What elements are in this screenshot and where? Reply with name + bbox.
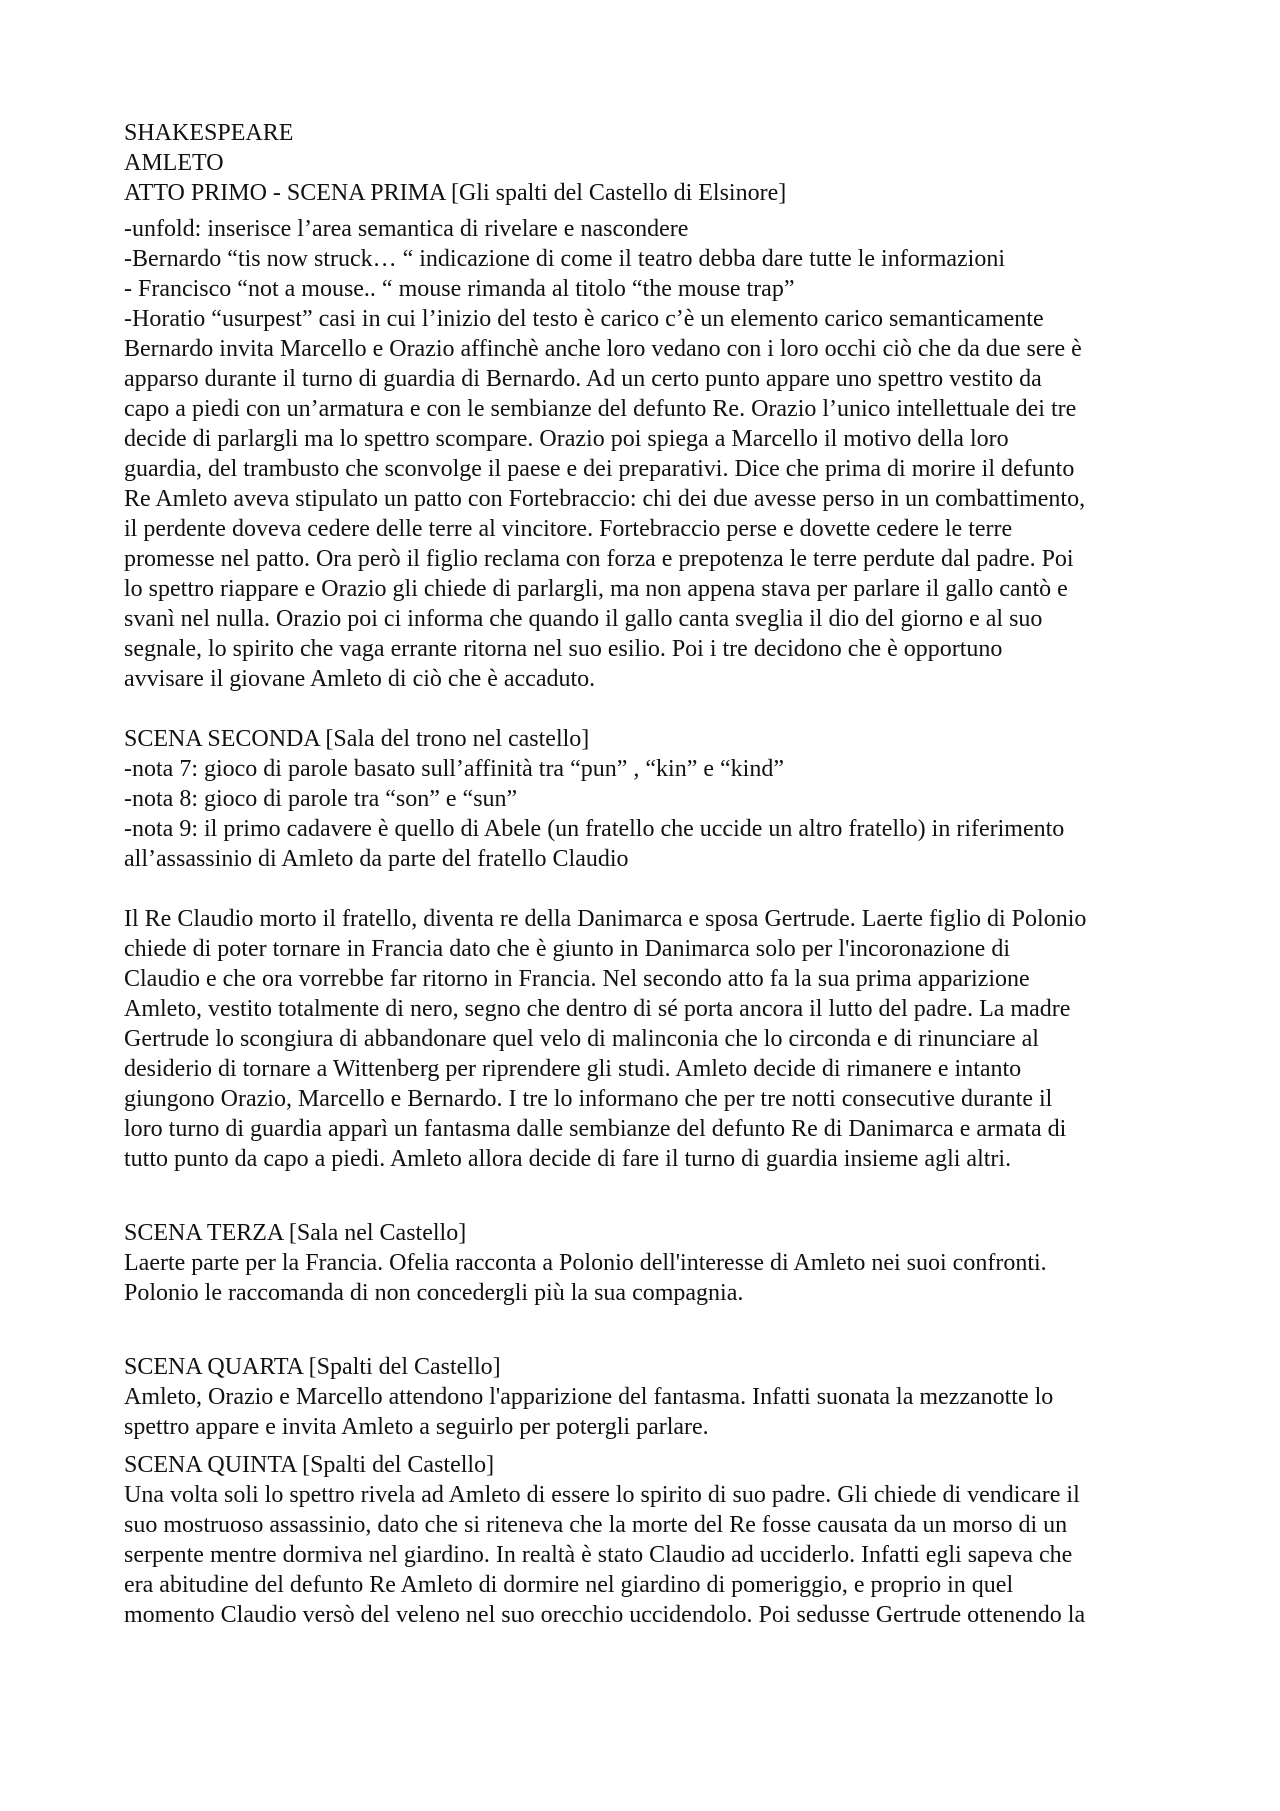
paragraph-line: tutto punto da capo a piedi. Amleto allora decide di fare il turno di guardia insieme agli altri.: [124, 1146, 1012, 1172]
scene1-summary: [124, 334, 1184, 694]
paragraph-line: lo spettro riappare e Orazio gli chiede di parlargli, ma non appena stava per parlare il gallo cantò e: [124, 576, 1068, 602]
paragraph-line: promesse nel patto. Ora però il figlio reclama con forza e prepotenza le terre perdute dal padre. Poi: [124, 546, 1074, 572]
scene3-heading: SCENA TERZA [Sala nel Castello]: [124, 1220, 467, 1246]
note-line: -nota 8: gioco di parole tra “son” e “sun”: [124, 786, 518, 812]
note-line: -nota 9: il primo cadavere è quello di Abele (un fratello che uccide un altro fratello) in riferimento: [124, 816, 1065, 842]
document-page: [124, 118, 1184, 1630]
paragraph-line: Una volta soli lo spettro rivela ad Amleto di essere lo spirito di suo padre. Gli chiede di vendicare il: [124, 1482, 1080, 1508]
paragraph-line: era abitudine del defunto Re Amleto di dormire nel giardino di pomeriggio, e proprio in quel: [124, 1572, 1014, 1598]
paragraph-line: giungono Orazio, Marcello e Bernardo. I tre lo informano che per tre notti consecutive durante il: [124, 1086, 1053, 1112]
paragraph-line: apparso durante il turno di guardia di Bernardo. Ad un certo punto appare uno spettro vestito da: [124, 366, 1042, 392]
paragraph-line: Polonio le raccomanda di non concedergli più la sua compagnia.: [124, 1280, 744, 1306]
paragraph-line: Bernardo invita Marcello e Orazio affinchè anche loro vedano con i loro occhi ciò che da due sere è: [124, 336, 1082, 362]
paragraph-line: Amleto, Orazio e Marcello attendono l'apparizione del fantasma. Infatti suonata la mezzanotte lo: [124, 1384, 1054, 1410]
paragraph-line: momento Claudio versò del veleno nel suo orecchio uccidendolo. Poi sedusse Gertrude ottenendo la: [124, 1602, 1086, 1628]
paragraph-line: avvisare il giovane Amleto di ciò che è accaduto.: [124, 666, 596, 692]
paragraph-line: loro turno di guardia apparì un fantasma dalle sembianze del defunto Re di Danimarca e armata di: [124, 1116, 1067, 1142]
paragraph-line: serpente mentre dormiva nel giardino. In realtà è stato Claudio ad ucciderlo. Infatti egli sapeva che: [124, 1542, 1073, 1568]
scene4-section: [124, 1352, 1184, 1442]
paragraph-line: capo a piedi con un’armatura e con le sembianze del defunto Re. Orazio l’unico intellettuale dei tre: [124, 396, 1077, 422]
paragraph-line: Gertrude lo scongiura di abbandonare quel velo di malinconia che lo circonda e di rinunciare al: [124, 1026, 1039, 1052]
paragraph-line: segnale, lo spirito che vaga errante ritorna nel suo esilio. Poi i tre decidono che è opportuno: [124, 636, 1003, 662]
paragraph-line: suo mostruoso assassinio, dato che si riteneva che la morte del Re fosse causata da un morso di un: [124, 1512, 1068, 1538]
note-line: all’assassinio di Amleto da parte del fratello Claudio: [124, 846, 629, 872]
paragraph-line: chiede di poter tornare in Francia dato che è giunto in Danimarca solo per l'incoronazione di: [124, 936, 1010, 962]
paragraph-line: guardia, del trambusto che sconvolge il paese e dei preparativi. Dice che prima di morire il defunto: [124, 456, 1075, 482]
paragraph-line: desiderio di tornare a Wittenberg per riprendere gli studi. Amleto decide di rimanere e intanto: [124, 1056, 1022, 1082]
paragraph-line: Re Amleto aveva stipulato un patto con Fortebraccio: chi dei due avesse perso in un combattimento,: [124, 486, 1086, 512]
scene1-notes: [124, 214, 1184, 334]
note-line: -Horatio “usurpest” casi in cui l’inizio del testo è carico c’è un elemento carico semanticamente: [124, 306, 1044, 332]
scene2-section: [124, 724, 1184, 874]
act-scene-heading: ATTO PRIMO - SCENA PRIMA [Gli spalti del Castello di Elsinore]: [124, 180, 787, 206]
scene4-heading: SCENA QUARTA [Spalti del Castello]: [124, 1354, 501, 1380]
paragraph-line: Amleto, vestito totalmente di nero, segno che dentro di sé porta ancora il lutto del padre. La madre: [124, 996, 1071, 1022]
title-line: AMLETO: [124, 150, 224, 176]
paragraph-line: decide di parlargli ma lo spettro scompare. Orazio poi spiega a Marcello il motivo della loro: [124, 426, 1009, 452]
scene3-section: [124, 1218, 1184, 1308]
note-line: - Francisco “not a mouse.. “ mouse rimanda al titolo “the mouse trap”: [124, 276, 795, 302]
paragraph-line: il perdente doveva cedere delle terre al vincitore. Fortebraccio perse e dovette cedere le terre: [124, 516, 1013, 542]
scene5-section: [124, 1450, 1184, 1630]
paragraph-line: Laerte parte per la Francia. Ofelia racconta a Polonio dell'interesse di Amleto nei suoi confronti.: [124, 1250, 1047, 1276]
paragraph-line: svanì nel nulla. Orazio poi ci informa che quando il gallo canta sveglia il dio del giorno e al suo: [124, 606, 1043, 632]
note-line: -nota 7: gioco di parole basato sull’affinità tra “pun” , “kin” e “kind”: [124, 756, 784, 782]
scene2-heading: SCENA SECONDA [Sala del trono nel castello]: [124, 726, 590, 752]
note-line: -unfold: inserisce l’area semantica di rivelare e nascondere: [124, 216, 689, 242]
paragraph-line: Claudio e che ora vorrebbe far ritorno in Francia. Nel secondo atto fa la sua prima apparizione: [124, 966, 1030, 992]
document-header: [124, 118, 1184, 208]
paragraph-line: Il Re Claudio morto il fratello, diventa re della Danimarca e sposa Gertrude. Laerte figlio di Polonio: [124, 906, 1087, 932]
scene2-summary: [124, 904, 1184, 1174]
paragraph-line: spettro appare e invita Amleto a seguirlo per potergli parlare.: [124, 1414, 709, 1440]
scene5-heading: SCENA QUINTA [Spalti del Castello]: [124, 1452, 495, 1478]
note-line: -Bernardo “tis now struck… “ indicazione di come il teatro debba dare tutte le informazioni: [124, 246, 1006, 272]
author-line: SHAKESPEARE: [124, 120, 294, 146]
